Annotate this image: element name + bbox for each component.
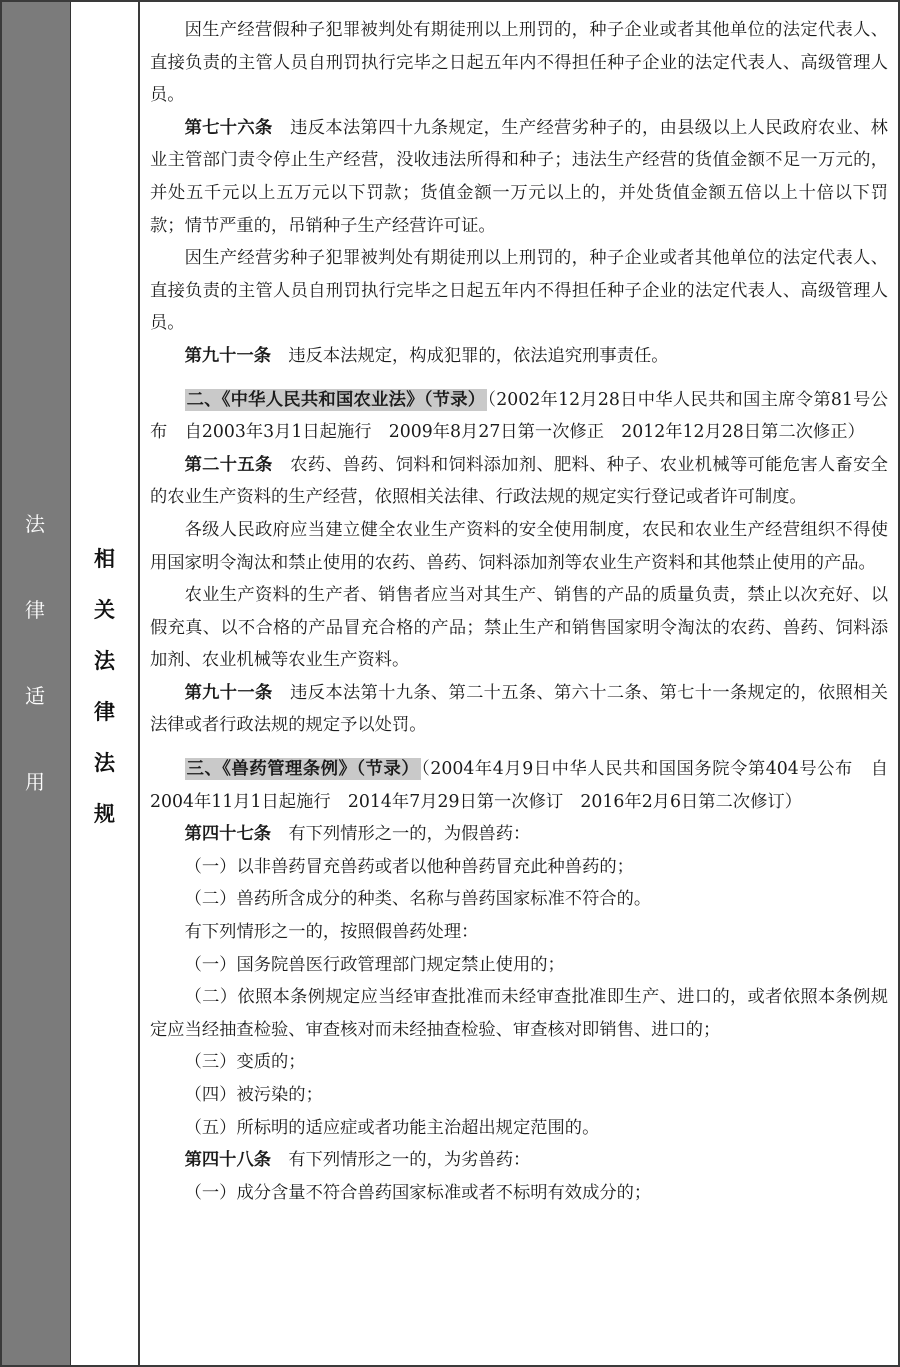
article-text: 违反本法规定，构成犯罪的，依法追究刑事责任。 [288,345,669,366]
article-heading: 第九十一条 [184,345,272,366]
article-48 [150,1144,888,1177]
list-item: （三）变质的； [184,1052,306,1073]
section-title: 三、《兽药管理条例》（节录） [186,759,420,780]
article-91 [150,340,888,373]
article-heading: 第四十八条 [184,1150,272,1171]
category-char: 法 [25,512,45,536]
article-text: 农药、兽药、饲料和饲料添加剂、肥料、种子、农业机械等可能危害人畜安全的农业生产资料的生产经营，依照相关法律、行政法规的规定实行登记或者许可制度。 [150,454,888,508]
list-item: （一）以非兽药冒充兽药或者以他种兽药冒充此种兽药的； [184,856,634,877]
section-2-header [150,384,888,449]
list-item: （五）所标明的适应症或者功能主治超出规定范围的。 [184,1117,600,1138]
paragraph: 各级人民政府应当建立健全农业生产资料的安全使用制度，农民和农业生产经营组织不得使用国家明令淘汰和禁止使用的农药、兽药、饲料添加剂等农业生产资料和其他禁止使用的产品。 [150,519,888,573]
section-note: （2002年12月28日中华人民共和国主席令第81号公布 自2003年3月1日起施行 2009年8月27日第一次修正 2012年12月28日第二次修正） [150,389,888,443]
subcategory-char: 关 [94,598,115,622]
subcategory-char: 法 [94,649,115,673]
paragraph: 农业生产资料的生产者、销售者应当对其生产、销售的产品的质量负责，禁止以次充好、以假充真、以不合格的产品冒充合格的产品；禁止生产和销售国家明令淘汰的农药、兽药、饲料添加剂、农业机械等农业生产资料。 [150,585,888,671]
subcategory-char: 法 [94,751,115,775]
list-item: （二）依照本条例规定应当经审查批准而未经审查批准即生产、进口的，或者依照本条例规定应当经抽查检验、审查核对而未经抽查检验、审查核对即销售、进口的； [150,987,888,1040]
list-item: （二）兽药所含成分的种类、名称与兽药国家标准不符合的。 [184,889,652,910]
category-char: 用 [25,770,45,794]
subcategory-char: 相 [94,547,115,571]
paragraph: 因生产经营劣种子犯罪被判处有期徒刑以上刑罚的，种子企业或者其他单位的法定代表人、直接负责的主管人员自刑罚执行完毕之日起五年内不得担任种子企业的法定代表人、高级管理人员。 [150,248,888,334]
list-item: （一）国务院兽医行政管理部门规定禁止使用的； [184,954,565,975]
category-char: 律 [25,598,45,622]
article-47 [150,818,888,851]
section-note: （2004年4月9日中华人民共和国国务院令第404号公布 自2004年11月1日起施行 2014年7月29日第一次修订 2016年2月6日第二次修订） [150,759,889,812]
paragraph: 有下列情形之一的，按照假兽药处理： [184,922,479,943]
article-text: 有下列情形之一的，为劣兽药： [288,1150,531,1171]
paragraph: 因生产经营假种子犯罪被判处有期徒刑以上刑罚的，种子企业或者其他单位的法定代表人、直接负责的主管人员自刑罚执行完毕之日起五年内不得担任种子企业的法定代表人、高级管理人员。 [150,20,888,106]
category-char: 适 [25,684,45,708]
article-heading: 第九十一条 [184,682,273,703]
article-76 [150,112,888,242]
article-heading: 第四十七条 [184,824,272,845]
section-title: 二、《中华人民共和国农业法》（节录） [186,389,486,410]
subcategory-char: 律 [94,700,115,724]
list-item: （一）成分含量不符合兽药国家标准或者不标明有效成分的； [184,1182,652,1203]
law-content [150,14,888,1209]
list-item: （四）被污染的； [184,1085,323,1105]
article-text: 有下列情形之一的，为假兽药： [288,824,531,845]
article-text: 违反本法第十九条、第二十五条、第六十二条、第七十一条规定的，依照相关法律或者行政法规的规定予以处罚。 [150,682,888,736]
subcategory-label [71,540,138,846]
subcategory-column [71,0,140,1367]
article-text: 违反本法第四十九条规定，生产经营劣种子的，由县级以上人民政府农业、林业主管部门责令停止生产经营，没收违法所得和种子；违法生产经营的货值金额不足一万元的，并处五千元以上五万元以下罚款；货值金额一万元以上的，并处货值金额五倍以上十倍以下罚款；情节严重的，吊销种子生产经营许可证。 [150,117,888,236]
section-3-header [150,753,888,818]
category-column [0,0,71,1367]
category-label [0,505,70,849]
subcategory-char: 规 [94,802,115,826]
article-heading: 第七十六条 [184,117,273,138]
article-heading: 第二十五条 [184,454,273,475]
article-25 [150,449,888,514]
article-91 [150,677,888,742]
